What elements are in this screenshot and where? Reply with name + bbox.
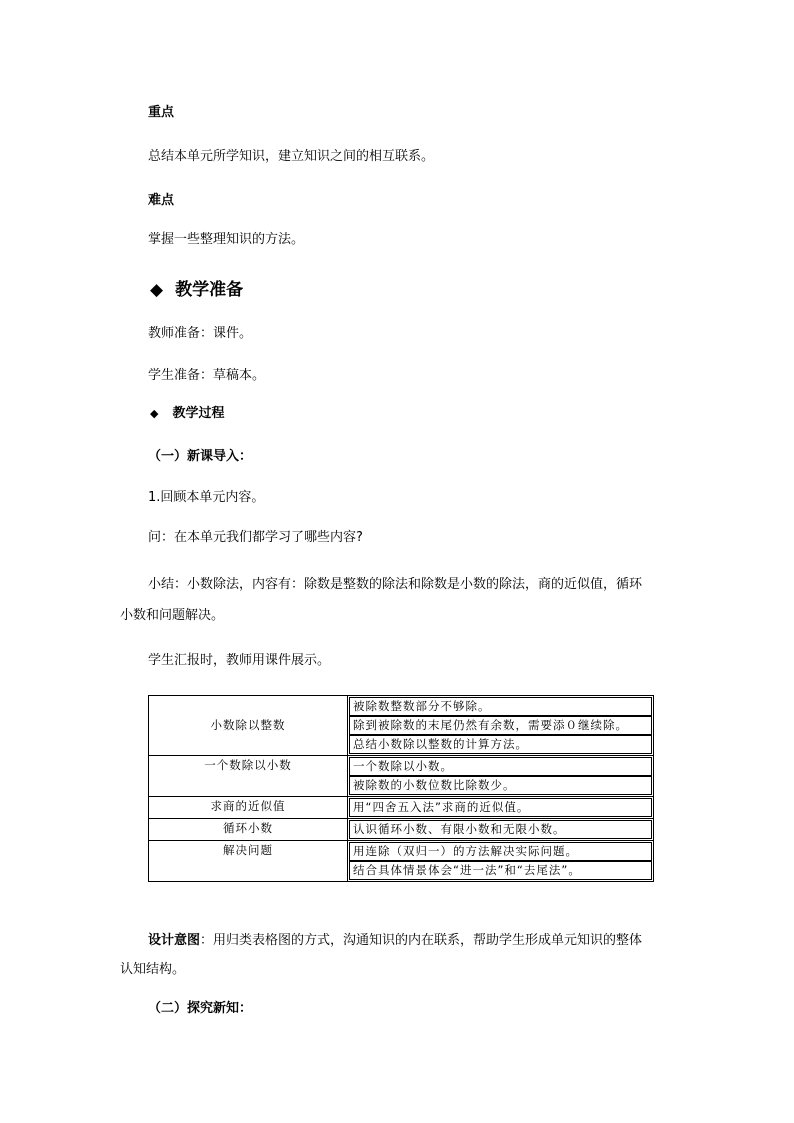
prep-heading-row xyxy=(150,281,243,299)
design-intent-label: 设计意图 xyxy=(148,933,201,948)
difficulty-text: 掌握一些整理知识的方法。 xyxy=(148,232,305,247)
topic-cell: 小数除以整数 xyxy=(149,696,348,756)
table-item: 一个数除以小数。 xyxy=(349,757,652,776)
design-intent-line-1 xyxy=(148,932,642,950)
process-heading: 教学过程 xyxy=(172,406,225,421)
table-row xyxy=(149,696,654,756)
report-text: 学生汇报时，教师用课件展示。 xyxy=(148,653,331,668)
design-intent-line-2: 认知结构。 xyxy=(120,962,186,977)
table-item: 认识循环小数、有限小数和无限小数。 xyxy=(349,820,652,839)
table-item: 用连除（双归一）的方法解决实际问题。 xyxy=(349,842,652,861)
diamond-bullet-icon: ◆ xyxy=(150,280,164,300)
process-heading-row xyxy=(150,405,224,423)
items-cell xyxy=(348,841,654,882)
design-intent-text: ：用归类表格图的方式，沟通知识的内在联系，帮助学生形成单元知识的整体 xyxy=(200,933,643,948)
topic-cell: 循环小数 xyxy=(149,819,348,841)
items-cell xyxy=(348,797,654,819)
items-cell xyxy=(348,696,654,756)
table-item: 被除数的小数位数比除数少。 xyxy=(349,776,652,795)
summary-line-1: 小结：小数除法，内容有：除数是整数的除法和除数是小数的除法，商的近似值，循环 xyxy=(148,577,643,592)
unit-summary-table xyxy=(148,695,654,882)
key-points-heading: 重点 xyxy=(148,105,175,120)
key-points-text: 总结本单元所学知识，建立知识之间的相互联系。 xyxy=(148,149,435,164)
part1-heading: （一）新课导入： xyxy=(148,449,253,464)
table-row xyxy=(149,841,654,882)
table-item: 被除数整数部分不够除。 xyxy=(349,697,652,716)
difficulty-heading: 难点 xyxy=(148,193,175,208)
student-prep: 学生准备：草稿本。 xyxy=(148,368,266,383)
table-item: 总结小数除以整数的计算方法。 xyxy=(349,735,652,754)
items-cell xyxy=(348,756,654,797)
items-cell xyxy=(348,819,654,841)
topic-cell: 解决问题 xyxy=(149,841,348,882)
table-item: 用“四舍五入法”求商的近似值。 xyxy=(349,798,652,817)
prep-heading: 教学准备 xyxy=(175,280,244,300)
topic-cell: 求商的近似值 xyxy=(149,797,348,819)
part2-heading: （二）探究新知： xyxy=(148,1001,253,1016)
table-item: 除到被除数的末尾仍然有余数，需要添０继续除。 xyxy=(349,716,652,735)
teacher-prep: 教师准备：课件。 xyxy=(148,326,253,341)
table-row xyxy=(149,797,654,819)
table-item: 结合具体情景体会“进一法”和“去尾法”。 xyxy=(349,861,652,880)
topic-cell: 一个数除以小数 xyxy=(149,756,348,797)
review-item: 1.回顾本单元内容。 xyxy=(148,490,265,505)
table-row xyxy=(149,756,654,797)
question-text: 问：在本单元我们都学习了哪些内容? xyxy=(148,530,363,545)
table-row xyxy=(149,819,654,841)
diamond-bullet-icon: ◆ xyxy=(150,407,159,420)
summary-line-2: 小数和问题解决。 xyxy=(120,608,225,623)
